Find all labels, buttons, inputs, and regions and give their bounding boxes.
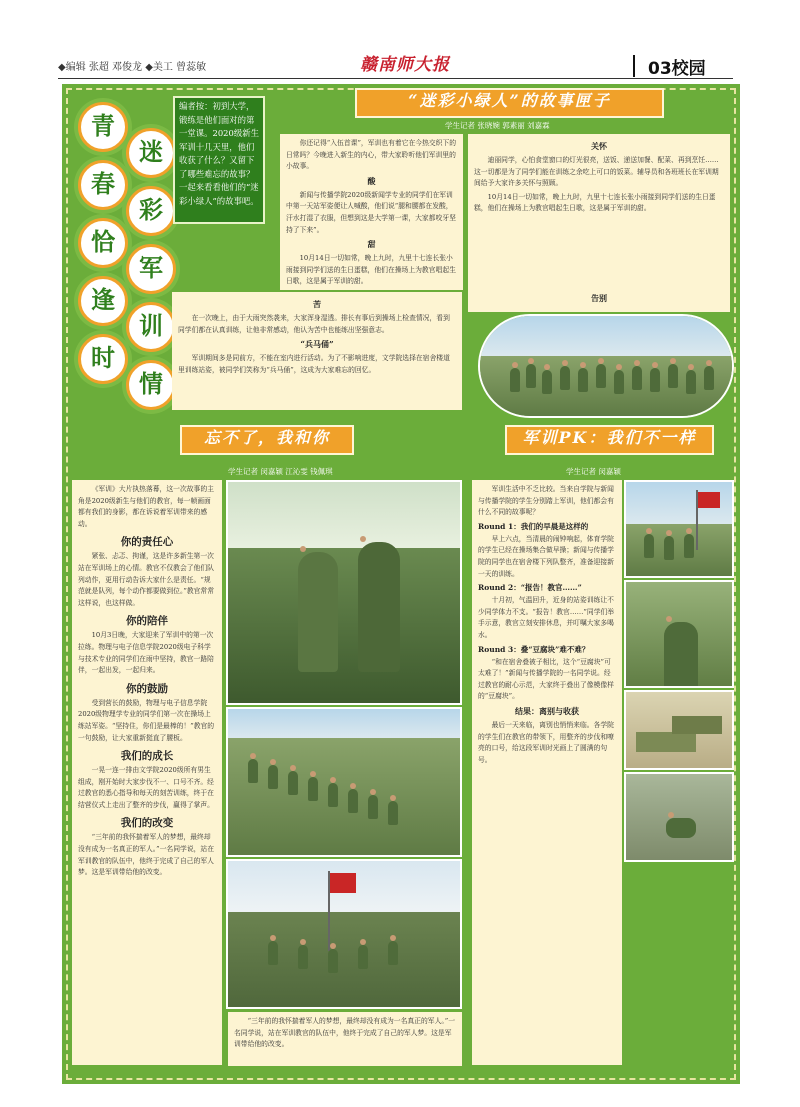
photo-flag-parade bbox=[226, 859, 462, 1009]
story-right-round-title: Round 3：叠“豆腐块”难不难？ bbox=[478, 644, 590, 654]
story-left-title: 你的责任心 bbox=[120, 536, 174, 549]
story-top-heading: 关怀 bbox=[591, 141, 607, 151]
story-top-col1 bbox=[280, 134, 463, 290]
story-right-round-title: Round 2：“报告！教官……” bbox=[478, 583, 582, 593]
story-top-heading: 酸 bbox=[367, 175, 376, 186]
story-left-text: “三年前的我怀揣着军人的梦想，最终却没有成为一名真正的军人。”一名同学说，站在军训教官的队伍中，他终于完成了自己的军人梦。这是军训带给他的改变。 bbox=[234, 1017, 456, 1049]
photo-crawling bbox=[624, 772, 734, 862]
story-left-caption bbox=[228, 1012, 462, 1066]
story-right-round-title: Round 1：我们的早晨是这样的 bbox=[478, 521, 589, 531]
section-divider bbox=[633, 55, 635, 77]
title-char: 时 bbox=[78, 334, 128, 384]
photo-instructor bbox=[226, 480, 462, 705]
group-photo bbox=[478, 314, 734, 418]
title-char: 军 bbox=[126, 244, 176, 294]
story-left-title: 我们的成长 bbox=[120, 750, 174, 763]
story-top-text: 在一次晚上，由于大雨突然袭来，大家浑身湿透。排长有事后到操场上检查情况，看到同学们都在认真训练，让他非常感动，他认为苦中也能练出坚强意志。 bbox=[178, 314, 450, 334]
story-left-title: 我们的改变 bbox=[120, 817, 174, 830]
title-char: 迷 bbox=[126, 128, 176, 178]
story-right-result-title: 结果：离别与收获 bbox=[515, 705, 579, 716]
story-left-lead: 《军训》大片执热落幕，这一次故事的主角是2020级新生与他们的教官，每一帧画面都有我们的身影，都在诉说着军训带来的感动。 bbox=[78, 485, 214, 528]
story-top-col4 bbox=[468, 288, 730, 312]
credit-left: 学生记者 闵嘉颖 江沁雯 钱佩琪 bbox=[228, 467, 333, 476]
story-top-heading: 告别 bbox=[591, 293, 607, 303]
story-left-text: 10月3日晚，大家迎来了军训中的第一次拉练。物理与电子信息学院2020级电子科学与技术专业的同学们在雨中坚持，教官一路陪伴，一起出发，一起归来。 bbox=[78, 631, 214, 675]
title-char: 彩 bbox=[126, 186, 176, 236]
banner-left: 忘不了，我和你 bbox=[180, 425, 354, 455]
story-top-heading: 苦 bbox=[313, 299, 321, 309]
story-left-text: 紧张、忐忑、拘谨，这是许多新生第一次站在军训场上的心情。教官不仅教会了他们队列动作，更用行动告诉大家什么是责任。“规范就是队列，每个动作都要做到位。”教官常常这样说，也这样做。 bbox=[78, 552, 215, 607]
section-title: 03校园 bbox=[648, 59, 706, 79]
story-top-text: 10月14日一切如常，晚上九时，九里十七连长张小雨接到同学们送的生日蛋糕，他们在操场上为教官唱起生日歌，这是属于军训的甜。 bbox=[474, 192, 716, 213]
title-char: 逢 bbox=[78, 276, 128, 326]
title-char: 情 bbox=[126, 360, 176, 410]
story-top-col3 bbox=[172, 292, 462, 410]
story-right-lead: 军训生活中不乏比较。当来自学院与新闻与传播学院的学生分别踏上军训，他们都会有什么不同的故事呢？ bbox=[478, 485, 614, 517]
story-left-title: 你的陪伴 bbox=[126, 615, 168, 628]
photo-flag-bearers bbox=[624, 480, 734, 578]
story-right-text bbox=[472, 480, 622, 1065]
story-left-text: 一晃一连一排由文学院2020级所有男生组成，刚开始时大家步伐不一、口号不齐。经过教官的悉心指导和每天的刻苦训练，终于在结营仪式上走出了整齐的步伐，赢得了掌声。 bbox=[78, 766, 214, 809]
story-top-text: 军训期间多是同前方，不能在室内进行活动。为了不影响进度，文学院选择在宿舍楼道里训练站姿，被同学们笑称为“兵马俑”，这成为大家难忘的回忆。 bbox=[178, 354, 450, 374]
story-right-text: “和在宿舍叠被子相比，这个“豆腐块”可太难了！”新闻与传播学院的一名同学说。经过教官的耐心示范，大家终于叠出了像模像样的“豆腐块”。 bbox=[478, 657, 614, 701]
story-top-text: 迪丽同学，心怕食堂窗口的灯光很亮，送饭、递送加餐、配菜、再到烹饪……这一切都是为了同学们能在训练之余吃上可口的饭菜。辅导员和各班班长在军训期间给予大家许多关怀与照顾。 bbox=[474, 156, 719, 188]
story-top-lead: 你还记得“入伍首课”，军训也有着它在今热交织下的日常吗？今晚进入新生的内心，带大家聆听他们军训里的小故事。 bbox=[286, 139, 457, 171]
story-right-text: 最后一天来临，离别也悄悄来临。各学院的学生们在教官的带领下，用整齐的步伐和嘹亮的口号，给这段军训时光画上了圆满的句号。 bbox=[478, 720, 614, 764]
title-char: 训 bbox=[126, 302, 176, 352]
story-top-heading: 甜 bbox=[367, 239, 376, 250]
story-right-text: 早上六点，当清晨的闹钟响起，体育学院的学生已经在操场集合做早操；新闻与传播学院的同学也在宿舍楼下列队整齐，准备迎接新一天的训练。 bbox=[478, 534, 614, 578]
title-char: 青 bbox=[78, 102, 128, 152]
credit-top: 学生记者 张晓婉 郭素丽 刘嘉霖 bbox=[445, 121, 550, 130]
photo-portrait bbox=[624, 580, 734, 688]
photo-folded-quilts bbox=[624, 690, 734, 770]
editors-line: ◆编辑 张超 邓俊龙 ◆美工 曾蕊敏 bbox=[58, 62, 207, 73]
story-left-text: 受到营长的鼓励，物理与电子信息学院2020级物理学专业的同学们第一次在操场上练站军姿。“坚持住，你们是最棒的！”教官的一句鼓励，让大家重新挺直了腰板。 bbox=[78, 698, 215, 742]
newspaper-logo: 赣南师大报 bbox=[360, 55, 450, 75]
banner-right: 军训PK：我们不一样 bbox=[505, 425, 714, 455]
photo-marching bbox=[226, 707, 462, 857]
story-left-text: “三年前的我怀揣着军人的梦想，最终却没有成为一名真正的军人。”一名同学说，站在军训教官的队伍中，他终于完成了自己的军人梦。这是军训带给他的改变。 bbox=[78, 833, 215, 877]
story-top-heading: “兵马俑” bbox=[300, 339, 334, 350]
header-rule bbox=[58, 78, 733, 79]
editors-note: 编者按：初到大学，锻练是他们面对的第一堂课。2020级新生军训十几天里，他们收获了什么？又留下了哪些难忘的故事？一起来看看他们的“迷彩小绿人”的故事吧。 bbox=[173, 96, 265, 224]
story-left-text bbox=[72, 480, 222, 1065]
story-top-text: 10月14日一切如常，晚上九时，九里十七连长张小雨接到同学们送的生日蛋糕，他们在操场上为教官唱起生日歌，这是属于军训的甜。 bbox=[286, 254, 456, 286]
banner-top: “迷彩小绿人”的故事匣子 bbox=[355, 88, 664, 118]
credit-right: 学生记者 闵嘉颖 bbox=[566, 467, 621, 476]
title-char: 恰 bbox=[78, 218, 128, 268]
story-right-text: 十月初，气温回升，近身的站姿训练让不少同学体力不支。“报告！教官……”同学们举手示意，教官立刻安排休息，并叮嘱大家多喝水。 bbox=[478, 596, 615, 639]
story-top-text: 新闻与传播学院2020级新闻学专业的同学们在军训中第一天站军姿便让人喊酸，他们说“腿和腰都在发酸，汗水打湿了衣服，但想到这是大学第一课，大家都咬牙坚持了下来”。 bbox=[286, 190, 456, 234]
title-char: 春 bbox=[78, 160, 128, 210]
story-left-title: 你的鼓励 bbox=[126, 682, 168, 695]
story-top-col2 bbox=[468, 134, 730, 290]
